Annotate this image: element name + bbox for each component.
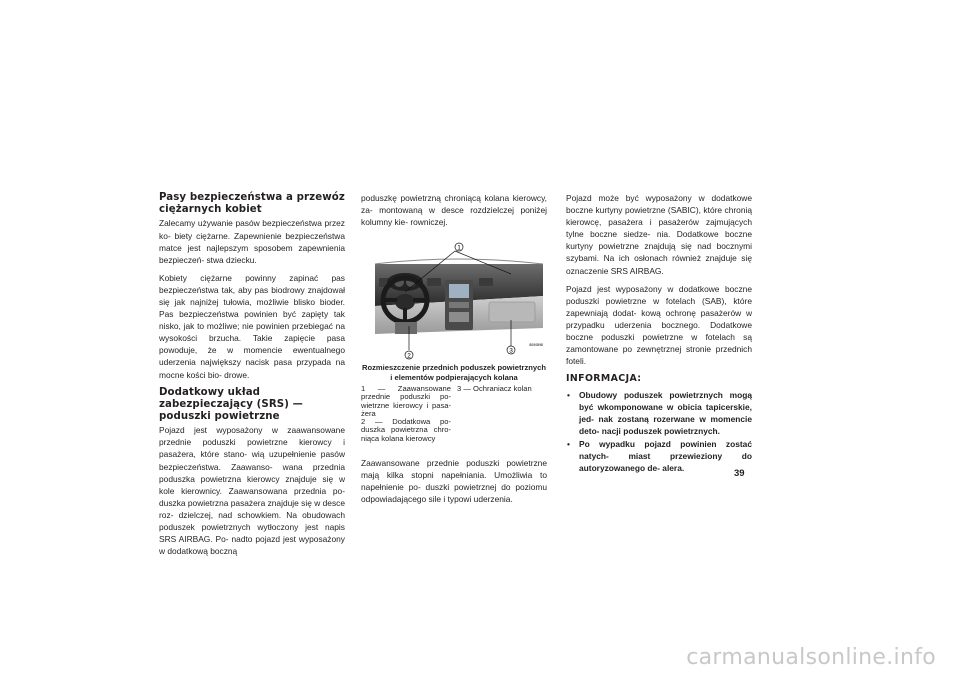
column-right — [566, 192, 752, 475]
note-heading: INFORMACJA: — [566, 373, 642, 385]
paragraph: Zaawansowane przednie poduszki powietrzne mają kilka stopni napełniania. Umożliwia to napełnienie po- duszki powietrznej do poziomu odpowiadającego sile i typowi uderzenia. — [361, 457, 547, 504]
dashboard-illustration — [361, 234, 547, 362]
bullet-icon: • — [567, 439, 570, 450]
figure-code: 8090898 — [529, 343, 543, 348]
callout-2-label: 2 — [407, 352, 411, 360]
paragraph: poduszkę powietrzną chroniącą kolana kierowcy, za- montowaną w desce rozdzielczej poniżej kolumny kie- rowniczej. — [361, 193, 547, 228]
page-number: 39 — [734, 468, 745, 479]
section-heading-srs-airbags: Dodatkowy układ zabezpieczający (SRS) — poduszki powietrzne — [159, 386, 303, 423]
paragraph: Pojazd może być wyposażony w dodatkowe boczne kurtyny powietrzne (SABIC), które chronią kierowcę, pasażera i pasażerów zajmujących tylne boczne siedze- nia. Dodatkowe boczne kurtyny powietrzne znajdują się nad bocznymi szybami. Na ich osłonach również znajduje się oznaczenie SRS AIRBAG. — [566, 193, 752, 276]
legend-item: 1 — Zaawansowane przednie poduszki po- wietrzne kierowcy i pasa- żera — [361, 384, 451, 418]
paragraph: Pojazd jest wyposażony w zaawansowane przednie poduszki powietrzne kierowcy i pasażera, które stano- wią uzupełnienie pasów bezpieczeństwa. Zaawanso- wana przednia poduszka powietrzna kierowcy znajduje się w kole kierownicy. Zaawansowana przednia po- duszka powietrzna pasażera znajduje się w desce roz- dzielczej, nad schowkiem. Na obudowach poduszek powietrznych wytłoczony jest napis SRS AIRBAG. Po- nadto pojazd jest wyposażony w dodatkową boczną — [159, 425, 345, 557]
legend-column — [361, 385, 451, 442]
dashboard-airbag-figure — [361, 234, 547, 362]
callout-3-label: 3 — [509, 347, 513, 355]
paragraph: Pojazd jest wyposażony w dodatkowe boczne poduszki powietrzne w fotelach (SAB), które zapewniają dodat- kową ochronę pasażerów w przypadku uderzenia bocznego. Dodatkowe boczne poduszki powietrzne w fotelach są zamontowane po zewnętrznej stronie przednich foteli. — [566, 283, 752, 367]
watermark: carmanualsonline.info — [686, 645, 936, 670]
bullet-icon: • — [567, 390, 570, 401]
note-text: Obudowy poduszek powietrznych mogą być wkomponowane w obicia tapicerskie, jed- nak zostaną rozerwane w momencie deto- nacji poduszek powietrznych. — [579, 390, 752, 437]
legend-item: 3 — Ochraniacz kolan — [457, 384, 532, 394]
legend-column — [451, 385, 547, 442]
figure-legend — [361, 385, 547, 442]
legend-item: 2 — Dodatkowa po- duszka powietrzna chro- niąca kolana kierowcy — [361, 417, 451, 443]
callout-1-label: 1 — [457, 244, 461, 252]
note-text: Po wypadku pojazd powinien zostać natych- miast przewieziony do autoryzowanego de- alera. — [579, 439, 752, 474]
section-heading-pregnant-women: Pasy bezpieczeństwa a przewóz ciężarnych kobiet — [159, 192, 345, 216]
note-list — [566, 389, 752, 474]
column-left — [159, 192, 345, 563]
paragraph: Kobiety ciężarne powinny zapinać pas bezpieczeństwa tak, aby pas biodrowy znajdował się jak najniżej tułowia, możliwie blisko bioder. Pas bezpieczeństwa powinien być zapięty tak nisko, jak to możliwe; nie powinien przebiegać na wysokości brzucha. Takie zapięcie pasa powoduje, że w momencie ewentualnego uderzenia największy nacisk pasa przypada na mocne kości bio- drowe. — [159, 272, 345, 380]
column-middle — [361, 192, 547, 511]
figure-caption: Rozmieszczenie przednich poduszek powietrznych i elementów podpierających kolana — [362, 363, 546, 382]
note-item — [566, 389, 752, 437]
paragraph: Zalecamy używanie pasów bezpieczeństwa przez ko- biety ciężarne. Zapewnienie bezpieczeństwa matce jest najlepszym sposobem zapewnienia bezpieczeń- stwa dziecku. — [159, 218, 345, 265]
note-item — [566, 438, 752, 474]
